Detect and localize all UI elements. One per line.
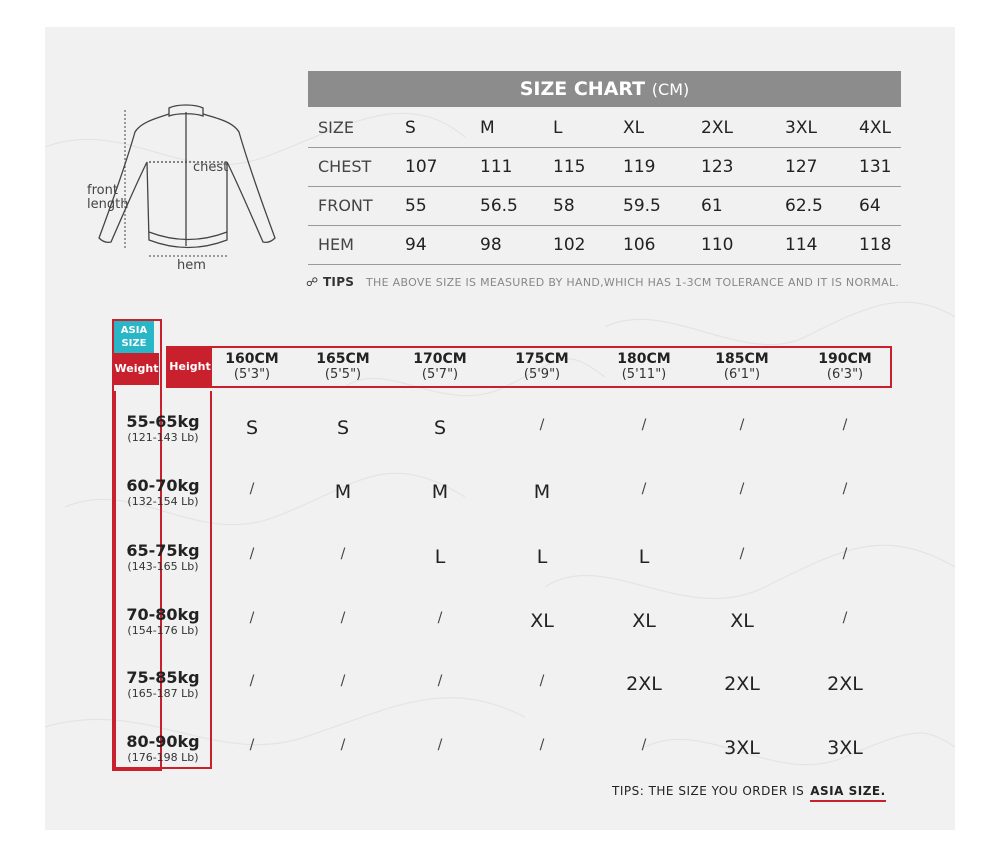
size-chart-cell: 119: [623, 157, 656, 177]
weight-row-label: [114, 413, 212, 444]
size-grid-cell: S: [336, 417, 350, 439]
weight-kg: 70-80kg: [126, 605, 200, 624]
size-chart-cell: 64: [859, 196, 881, 216]
size-grid-cell: 3XL: [724, 737, 760, 759]
size-grid-cell: XL: [730, 610, 754, 632]
weight-header: Weight: [114, 353, 159, 385]
link-icon: ☍: [306, 275, 319, 289]
size-chart-cell: 106: [623, 235, 656, 255]
size-chart-cell: 58: [553, 196, 575, 216]
weight-lb: (176-198 Lb): [127, 751, 199, 764]
weight-row-label: [114, 542, 212, 573]
size-grid-cell: M: [334, 481, 352, 503]
height-cm: 180CM: [617, 351, 671, 367]
size-grid-cell: 2XL: [724, 673, 760, 695]
size-chart-row: [308, 187, 901, 226]
height-column: [805, 351, 885, 382]
size-chart-cell: 59.5: [623, 196, 661, 216]
height-ft: (5'11"): [621, 367, 667, 382]
height-ft: (5'7"): [421, 367, 459, 382]
tips-top-label: [306, 275, 354, 289]
height-cm: 170CM: [413, 351, 467, 367]
size-chart-cell: 115: [553, 157, 586, 177]
weight-lb: (132-154 Lb): [127, 495, 199, 508]
size-chart-row: [308, 109, 901, 148]
tips-top-text: THE ABOVE SIZE IS MEASURED BY HAND,WHICH HAS 1-3CM TOLERANCE AND IT IS NORMAL.: [366, 276, 900, 289]
size-chart-cell: 107: [405, 157, 438, 177]
size-grid-cell: L: [536, 546, 548, 568]
size-grid-cell: /: [340, 546, 346, 562]
tips-bottom-text: TIPS: THE SIZE YOU ORDER IS: [612, 784, 805, 798]
size-chart-cell: 55: [405, 196, 427, 216]
weight-list-frame: [114, 391, 212, 769]
size-chart-cell: 114: [785, 235, 818, 255]
size-chart-cell: 98: [480, 235, 502, 255]
height-ft: (5'9"): [523, 367, 561, 382]
size-grid-cell: /: [539, 417, 545, 433]
size-grid-cell: M: [431, 481, 449, 503]
size-grid-cell: 2XL: [626, 673, 662, 695]
size-chart-cell: 127: [785, 157, 818, 177]
chest-label: chest: [193, 160, 229, 175]
height-column: [303, 351, 383, 382]
size-chart-cell: 56.5: [480, 196, 518, 216]
size-chart-unit: (CM): [651, 80, 690, 99]
size-grid-cell: 2XL: [827, 673, 863, 695]
size-grid-cell: /: [739, 546, 745, 562]
size-chart-cell: 3XL: [785, 118, 817, 138]
size-grid-cell: /: [340, 737, 346, 753]
size-chart-row: [308, 226, 901, 265]
weight-lb: (165-187 Lb): [127, 687, 199, 700]
size-chart-row-label: FRONT: [318, 196, 373, 215]
tips-bottom: [612, 784, 886, 798]
height-ft: (5'5"): [324, 367, 362, 382]
size-grid-cell: /: [249, 481, 255, 497]
size-grid-cell: /: [842, 417, 848, 433]
size-grid-cell: L: [434, 546, 446, 568]
height-cm: 165CM: [316, 351, 370, 367]
size-grid-cell: /: [739, 417, 745, 433]
height-header: Height: [168, 348, 212, 386]
height-cm: 190CM: [818, 351, 872, 367]
size-chart-row-label: SIZE: [318, 118, 354, 137]
weight-kg: 65-75kg: [126, 541, 200, 560]
weight-row-label: [114, 733, 212, 764]
size-grid-cell: /: [437, 610, 443, 626]
size-grid-cell: M: [533, 481, 551, 503]
size-grid-cell: /: [641, 737, 647, 753]
size-chart-cell: 131: [859, 157, 892, 177]
size-chart-cell: S: [405, 118, 416, 138]
size-grid-cell: /: [249, 673, 255, 689]
size-chart-cell: 4XL: [859, 118, 891, 138]
size-grid-cell: S: [245, 417, 259, 439]
asia-size-badge: ASIA SIZE: [114, 321, 154, 353]
height-column: [400, 351, 480, 382]
size-grid-cell: 3XL: [827, 737, 863, 759]
size-grid-cell: /: [641, 481, 647, 497]
height-ft: (6'1"): [723, 367, 761, 382]
size-grid-cell: /: [437, 673, 443, 689]
size-chart-cell: 102: [553, 235, 586, 255]
size-grid-cell: /: [842, 610, 848, 626]
weight-kg: 60-70kg: [126, 476, 200, 495]
size-chart-title: [308, 71, 901, 107]
size-grid-cell: /: [249, 610, 255, 626]
size-grid-cell: /: [539, 737, 545, 753]
tips-top-label-text: TIPS: [322, 275, 355, 289]
front-length-label: front length: [87, 183, 129, 212]
size-chart-cell: 118: [859, 235, 892, 255]
tips-top: [306, 275, 899, 289]
height-column: [702, 351, 782, 382]
height-column: [502, 351, 582, 382]
size-grid-cell: S: [433, 417, 447, 439]
size-grid-cell: /: [249, 546, 255, 562]
height-cm: 185CM: [715, 351, 769, 367]
weight-row-label: [114, 669, 212, 700]
weight-kg: 75-85kg: [126, 668, 200, 687]
height-ft: (6'3"): [826, 367, 864, 382]
size-grid-cell: /: [739, 481, 745, 497]
size-chart-cell: 61: [701, 196, 723, 216]
size-grid-cell: XL: [530, 610, 554, 632]
size-chart-title-text: SIZE CHART: [519, 78, 646, 100]
weight-row-label: [114, 477, 212, 508]
size-chart-cell: 110: [701, 235, 734, 255]
size-chart-row-label: CHEST: [318, 157, 372, 176]
size-grid-cell: /: [437, 737, 443, 753]
size-grid-cell: XL: [632, 610, 656, 632]
size-grid-cell: /: [539, 673, 545, 689]
height-column: [212, 351, 292, 382]
size-grid-cell: /: [842, 481, 848, 497]
size-chart-row-label: HEM: [318, 235, 354, 254]
size-chart-row: [308, 148, 901, 187]
size-chart-cell: M: [480, 118, 495, 138]
size-chart-cell: 111: [480, 157, 513, 177]
size-chart-cell: 123: [701, 157, 734, 177]
size-grid-cell: /: [340, 610, 346, 626]
size-chart-cell: L: [553, 118, 563, 138]
size-chart-cell: 2XL: [701, 118, 733, 138]
weight-kg: 80-90kg: [126, 732, 200, 751]
weight-row-label: [114, 606, 212, 637]
height-cm: 160CM: [225, 351, 279, 367]
size-chart-cell: XL: [623, 118, 645, 138]
hem-label: hem: [177, 258, 206, 273]
size-chart-cell: 94: [405, 235, 427, 255]
weight-lb: (143-165 Lb): [127, 560, 199, 573]
height-column: [604, 351, 684, 382]
size-grid-cell: /: [249, 737, 255, 753]
size-grid-cell: /: [641, 417, 647, 433]
weight-lb: (154-176 Lb): [127, 624, 199, 637]
height-ft: (5'3"): [233, 367, 271, 382]
weight-kg: 55-65kg: [126, 412, 200, 431]
size-grid-cell: /: [340, 673, 346, 689]
tips-bottom-highlight: ASIA SIZE.: [810, 784, 885, 802]
size-grid-cell: L: [638, 546, 650, 568]
weight-lb: (121-143 Lb): [127, 431, 199, 444]
size-grid-cell: /: [842, 546, 848, 562]
size-chart-cell: 62.5: [785, 196, 823, 216]
height-cm: 175CM: [515, 351, 569, 367]
